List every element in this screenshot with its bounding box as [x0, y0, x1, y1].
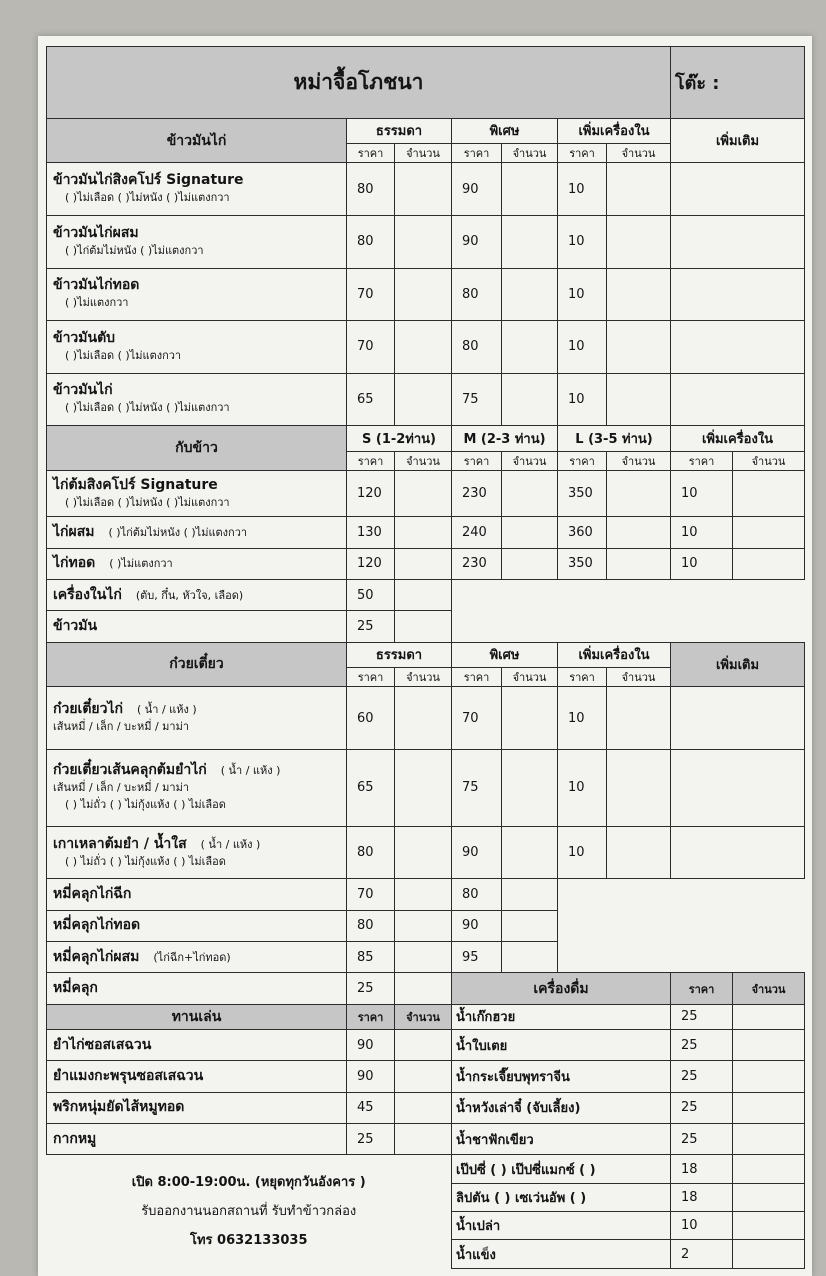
qty-organ-input[interactable] [733, 517, 805, 548]
menu-item [47, 470, 347, 517]
qty-normal-input[interactable] [395, 373, 452, 426]
qty-normal-input[interactable] [395, 749, 452, 826]
menu-item [47, 373, 347, 426]
qty-normal-input[interactable] [395, 973, 452, 1004]
price-m: 230 [452, 548, 502, 579]
extra-note-input[interactable] [671, 373, 805, 426]
item-options[interactable]: ( ) ไม่ถั่ว ( ) ไม่กุ้งแห้ง ( ) ไม่เลือด [65, 854, 226, 868]
price-special: 90 [452, 826, 502, 879]
item-name: เครื่องในไก่ [53, 586, 122, 603]
qty-label: จำนวน [607, 451, 671, 470]
price: 90 [347, 1061, 395, 1092]
qty-input[interactable] [395, 1061, 452, 1092]
menu-item [47, 826, 347, 879]
qty-special-input[interactable] [502, 879, 558, 910]
sides-col-l: L (3-5 ท่าน) [558, 426, 671, 451]
price-label: ราคา [671, 973, 733, 1004]
drink-name[interactable]: เป๊ปซี่ ( ) เป๊ปซี่แมกซ์ ( ) [452, 1155, 671, 1183]
qty-organ-input[interactable] [607, 215, 671, 268]
item-options[interactable]: ( )ไม่เลือด ( )ไม่หนัง ( )ไม่แตงกวา [65, 191, 230, 205]
menu-item [47, 580, 347, 611]
qty-normal-input[interactable] [395, 826, 452, 879]
qty-l-input[interactable] [607, 517, 671, 548]
item-name: พริกหนุ่มยัดไส้หมูทอด [53, 1099, 185, 1116]
menu-item [47, 942, 347, 973]
qty-normal-input[interactable] [395, 687, 452, 750]
price-normal: 80 [347, 910, 395, 941]
item-options[interactable]: ( )ไม่เลือด ( )ไม่หนัง ( )ไม่แตงกวา [65, 495, 230, 509]
price: 25 [347, 611, 395, 642]
menu-item [47, 687, 347, 750]
item-options[interactable]: ( )ไม่แตงกวา [109, 557, 173, 571]
noodles-category-title: ก๋วยเตี๋ยว [47, 642, 347, 687]
drink-qty-input[interactable] [733, 1240, 805, 1269]
extra-note-input[interactable] [671, 749, 805, 826]
qty-organ-input[interactable] [607, 687, 671, 750]
qty-label: จำนวน [395, 667, 452, 686]
qty-normal-input[interactable] [395, 942, 452, 973]
drink-price: 25 [671, 1092, 733, 1123]
extra-note-input[interactable] [671, 826, 805, 879]
extra-note-input[interactable] [671, 687, 805, 750]
menu-item [47, 879, 347, 910]
price-label: ราคา [347, 144, 395, 163]
order-sheet [38, 36, 812, 1276]
price-label: ราคา [558, 667, 607, 686]
qty-normal-input[interactable] [395, 321, 452, 374]
item-options[interactable]: เส้นหมี่ / เล็ก / บะหมี่ / มาม่า [53, 720, 190, 734]
qty-special-input[interactable] [502, 163, 558, 216]
qty-normal-input[interactable] [395, 879, 452, 910]
price-normal: 80 [347, 163, 395, 216]
price-organ: 10 [558, 687, 607, 750]
menu-item [47, 517, 347, 548]
qty-normal-input[interactable] [395, 215, 452, 268]
qty-special-input[interactable] [502, 749, 558, 826]
qty-organ-input[interactable] [607, 321, 671, 374]
item-style-options[interactable]: ( น้ำ / แห้ง ) [200, 837, 261, 851]
item-options[interactable]: ( )ไก่ต้มไม่หนัง ( )ไม่แตงกวา [65, 243, 204, 257]
price-normal: 80 [347, 826, 395, 879]
qty-label: จำนวน [395, 451, 452, 470]
opening-hours: เปิด 8:00-19:00น. (หยุดทุกวันอังคาร ) [131, 1175, 366, 1191]
price-label: ราคา [671, 451, 733, 470]
drink-qty-input[interactable] [733, 1212, 805, 1240]
menu-item [47, 1030, 347, 1061]
drink-qty-input[interactable] [733, 1061, 805, 1092]
item-name: ไก่ทอด [53, 555, 96, 572]
qty-s-input[interactable] [395, 548, 452, 579]
qty-m-input[interactable] [502, 517, 558, 548]
item-name: ข้าวมัน [53, 618, 98, 635]
price-normal: 80 [347, 215, 395, 268]
qty-organ-input[interactable] [607, 373, 671, 426]
item-name: หมี่คลุกไก่ฉีก [53, 886, 132, 903]
price-s: 120 [347, 470, 395, 517]
menu-item [47, 973, 347, 1004]
qty-organ-input[interactable] [733, 548, 805, 579]
price-special: 90 [452, 215, 502, 268]
qty-special-input[interactable] [502, 215, 558, 268]
item-name: เกาเหลาต้มยำ / น้ำใส [53, 835, 187, 852]
qty-s-input[interactable] [395, 517, 452, 548]
item-style-options[interactable]: ( น้ำ / แห้ง ) [137, 703, 197, 717]
services: รับออกงานนอกสถานที่ รับทำข้าวกล่อง [141, 1204, 357, 1220]
price-organ: 10 [671, 548, 733, 579]
price-special: 75 [452, 749, 502, 826]
drink-name: น้ำหวังเล่าจี๋ (จับเลี้ยง) [452, 1092, 671, 1123]
item-name: หมี่คลุกไก่ผสม [53, 948, 140, 965]
qty-organ-input[interactable] [607, 268, 671, 321]
qty-input[interactable] [395, 580, 452, 611]
drink-name: น้ำกระเจี๊ยบพุทราจีน [452, 1061, 671, 1092]
qty-organ-input[interactable] [607, 826, 671, 879]
qty-organ-input[interactable] [607, 749, 671, 826]
qty-special-input[interactable] [502, 826, 558, 879]
item-name: กากหมู [53, 1130, 97, 1147]
qty-label: จำนวน [733, 451, 805, 470]
qty-label: จำนวน [607, 144, 671, 163]
extra-note-input[interactable] [671, 163, 805, 216]
price-normal: 25 [347, 973, 395, 1004]
item-name: ข้าวมันไก่สิงคโปร์ Signature [53, 172, 244, 189]
price-normal: 65 [347, 373, 395, 426]
qty-label: จำนวน [502, 144, 558, 163]
qty-label: จำนวน [502, 451, 558, 470]
rice-col-normal: ธรรมดา [347, 118, 452, 143]
item-options[interactable]: ( ) ไม่ถั่ว ( ) ไม่กุ้งแห้ง ( ) ไม่เลือด [65, 798, 226, 812]
qty-special-input[interactable] [502, 373, 558, 426]
rice-category-title: ข้าวมันไก่ [47, 118, 347, 163]
price-m: 240 [452, 517, 502, 548]
price-normal: 70 [347, 879, 395, 910]
extra-note-input[interactable] [671, 268, 805, 321]
price-label: ราคา [452, 144, 502, 163]
blank-area [452, 580, 805, 643]
qty-label: จำนวน [607, 667, 671, 686]
price-organ: 10 [558, 268, 607, 321]
sides-category-title: กับข้าว [47, 426, 347, 471]
menu-item [47, 163, 347, 216]
item-name: ก๋วยเตี๋ยวเส้นคลุกต้มยำไก่ [53, 762, 207, 779]
drink-name: น้ำชาฟักเขียว [452, 1124, 671, 1155]
price-special: 80 [452, 268, 502, 321]
price-organ: 10 [558, 321, 607, 374]
price-normal: 60 [347, 687, 395, 750]
qty-input[interactable] [395, 611, 452, 642]
price: 45 [347, 1092, 395, 1123]
item-name: ยำแมงกะพรุนซอสเสฉวน [53, 1068, 204, 1085]
price-organ: 10 [558, 215, 607, 268]
drink-qty-input[interactable] [733, 1092, 805, 1123]
menu-item [47, 268, 347, 321]
price: 90 [347, 1030, 395, 1061]
price-l: 350 [558, 470, 607, 517]
price-special: 90 [452, 910, 502, 941]
price: 25 [347, 1124, 395, 1155]
noodles-col-special: พิเศษ [452, 642, 558, 667]
item-name: ข้าวมันไก่ทอด [53, 277, 140, 294]
qty-input[interactable] [395, 1030, 452, 1061]
drink-price: 25 [671, 1124, 733, 1155]
price-special: 80 [452, 879, 502, 910]
shop-info [47, 1155, 452, 1269]
menu-item [47, 1092, 347, 1123]
qty-label: จำนวน [733, 973, 805, 1004]
item-name: ข้าวมันไก่ผสม [53, 224, 139, 241]
drink-qty-input[interactable] [733, 1155, 805, 1183]
sides-col-m: M (2-3 ท่าน) [452, 426, 558, 451]
drink-name: น้ำใบเตย [452, 1030, 671, 1061]
item-name: ไก่ผสม [53, 523, 95, 540]
menu-item [47, 910, 347, 941]
price-label: ราคา [452, 667, 502, 686]
qty-special-input[interactable] [502, 687, 558, 750]
drink-price: 25 [671, 1030, 733, 1061]
rice-col-organ: เพิ่มเครื่องใน [558, 118, 671, 143]
sides-col-organ: เพิ่มเครื่องใน [671, 426, 805, 451]
item-name: ก๋วยเตี๋ยวไก่ [53, 701, 123, 718]
item-options[interactable]: ( )ไม่เลือด ( )ไม่แตงกวา [65, 348, 182, 362]
qty-label: จำนวน [395, 144, 452, 163]
rice-col-special: พิเศษ [452, 118, 558, 143]
price-organ: 10 [671, 517, 733, 548]
noodles-col-extra: เพิ่มเติม [671, 642, 805, 687]
item-name: หมี่คลุก [53, 980, 98, 997]
noodles-col-normal: ธรรมดา [347, 642, 452, 667]
drink-price: 18 [671, 1155, 733, 1183]
price-organ: 10 [558, 749, 607, 826]
item-options[interactable]: ( )ไม่เลือด ( )ไม่หนัง ( )ไม่แตงกวา [65, 401, 230, 415]
drink-price: 25 [671, 1004, 733, 1029]
menu-item [47, 611, 347, 642]
drink-price: 10 [671, 1212, 733, 1240]
drink-price: 2 [671, 1240, 733, 1269]
qty-s-input[interactable] [395, 470, 452, 517]
menu-item [47, 548, 347, 579]
item-name: ยำไก่ซอสเสฉวน [53, 1036, 152, 1053]
menu-item [47, 1124, 347, 1155]
price-organ: 10 [558, 826, 607, 879]
qty-l-input[interactable] [607, 470, 671, 517]
menu-item [47, 215, 347, 268]
item-options[interactable]: ( )ไก่ต้มไม่หนัง ( )ไม่แตงกวา [108, 525, 248, 539]
price-normal: 65 [347, 749, 395, 826]
price-special: 80 [452, 321, 502, 374]
menu-item [47, 749, 347, 826]
extra-note-input[interactable] [671, 215, 805, 268]
drink-qty-input[interactable] [733, 1124, 805, 1155]
drink-name[interactable]: ลิปตัน ( ) เซเว่นอัพ ( ) [452, 1183, 671, 1211]
drink-qty-input[interactable] [733, 1183, 805, 1211]
item-options[interactable]: ( )ไม่แตงกวา [65, 296, 129, 310]
price-label: ราคา [347, 667, 395, 686]
qty-m-input[interactable] [502, 548, 558, 579]
qty-label: จำนวน [395, 1004, 452, 1029]
qty-normal-input[interactable] [395, 268, 452, 321]
price-l: 360 [558, 517, 607, 548]
blank-area [558, 879, 805, 973]
item-name: ข้าวมันไก่ [53, 382, 113, 399]
item-options[interactable]: เส้นหมี่ / เล็ก / บะหมี่ / มาม่า [53, 781, 190, 795]
menu-item [47, 1061, 347, 1092]
noodles-col-organ: เพิ่มเครื่องใน [558, 642, 671, 667]
price-organ: 10 [671, 470, 733, 517]
order-form-table [46, 46, 805, 1269]
price-special: 75 [452, 373, 502, 426]
item-note: (ไก่ฉีก+ไก่ทอด) [153, 950, 231, 964]
price-m: 230 [452, 470, 502, 517]
price-label: ราคา [452, 451, 502, 470]
price-s: 120 [347, 548, 395, 579]
drink-qty-input[interactable] [733, 1030, 805, 1061]
qty-label: จำนวน [502, 667, 558, 686]
price-special: 95 [452, 942, 502, 973]
qty-special-input[interactable] [502, 910, 558, 941]
item-name: ข้าวมันตับ [53, 329, 116, 346]
qty-input[interactable] [395, 1124, 452, 1155]
drink-name: น้ำแข็ง [452, 1240, 671, 1269]
price-organ: 10 [558, 373, 607, 426]
phone-number: โทร 0632133035 [189, 1233, 308, 1249]
price-label: ราคา [558, 144, 607, 163]
price-normal: 70 [347, 268, 395, 321]
price-special: 70 [452, 687, 502, 750]
extra-note-input[interactable] [671, 321, 805, 374]
drink-qty-input[interactable] [733, 1004, 805, 1029]
price-organ: 10 [558, 163, 607, 216]
menu-item [47, 321, 347, 374]
price-special: 90 [452, 163, 502, 216]
qty-normal-input[interactable] [395, 910, 452, 941]
price-label: ราคา [558, 451, 607, 470]
qty-special-input[interactable] [502, 321, 558, 374]
drinks-category-title: เครื่องดื่ม [452, 973, 671, 1004]
price-label: ราคา [347, 451, 395, 470]
item-style-options[interactable]: ( น้ำ / แห้ง ) [220, 764, 281, 778]
qty-m-input[interactable] [502, 470, 558, 517]
qty-normal-input[interactable] [395, 163, 452, 216]
page-title: หม่าจื้อโภชนา [47, 47, 671, 119]
price-s: 130 [347, 517, 395, 548]
snacks-category-title: ทานเล่น [47, 1004, 347, 1029]
rice-col-extra: เพิ่มเติม [671, 118, 805, 163]
price-normal: 85 [347, 942, 395, 973]
price: 50 [347, 580, 395, 611]
price-label: ราคา [347, 1004, 395, 1029]
item-name: ไก่ต้มสิงคโปร์ Signature [53, 476, 218, 493]
price-l: 350 [558, 548, 607, 579]
drink-price: 18 [671, 1183, 733, 1211]
price-normal: 70 [347, 321, 395, 374]
drink-name: น้ำเปล่า [452, 1212, 671, 1240]
sides-col-s: S (1-2ท่าน) [347, 426, 452, 451]
qty-organ-input[interactable] [733, 470, 805, 517]
item-name: หมี่คลุกไก่ทอด [53, 917, 141, 934]
drink-name: น้ำเก๊กฮวย [452, 1004, 671, 1029]
qty-special-input[interactable] [502, 942, 558, 973]
qty-organ-input[interactable] [607, 163, 671, 216]
table-number-field[interactable]: โต๊ะ : [671, 47, 805, 119]
qty-l-input[interactable] [607, 548, 671, 579]
qty-input[interactable] [395, 1092, 452, 1123]
qty-special-input[interactable] [502, 268, 558, 321]
item-note: (ตับ, กึ๋น, หัวใจ, เลือด) [135, 588, 244, 602]
drink-price: 25 [671, 1061, 733, 1092]
